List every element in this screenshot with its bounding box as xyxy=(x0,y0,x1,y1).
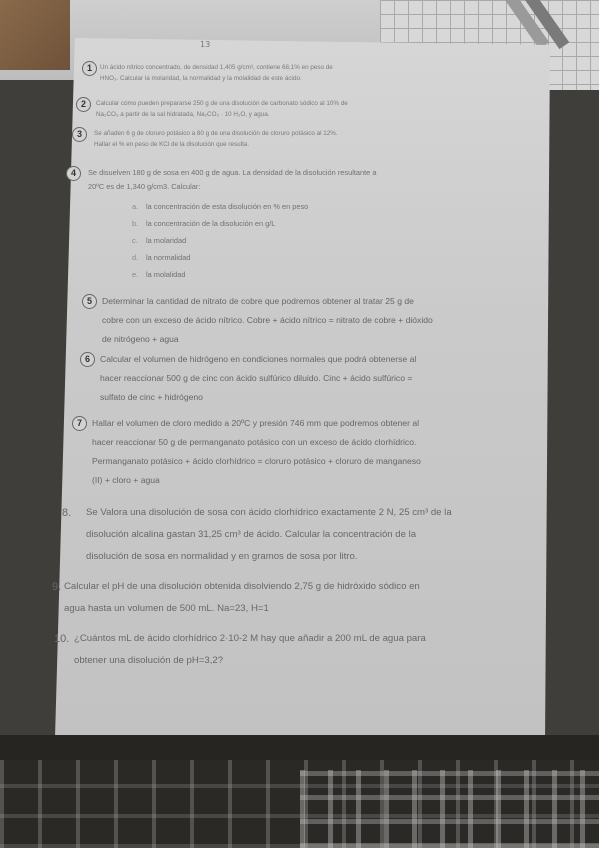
problem-number: 1 xyxy=(82,61,97,76)
problem-5 xyxy=(86,292,542,349)
problem-line: Hallar el volumen de cloro medido a 20ºC y presión 746 mm que podremos obtener al xyxy=(92,418,420,428)
problem-number: 5 xyxy=(82,294,97,309)
problem-3 xyxy=(76,128,544,150)
subitem-text: la concentración de esta disolución en % en peso xyxy=(146,202,309,211)
plaid-fabric-highlight xyxy=(300,770,599,848)
subitem-text: la molalidad xyxy=(146,270,186,279)
problem-line: sulfato de cinc + hidrógeno xyxy=(100,392,203,402)
problem-number: 2 xyxy=(76,97,91,112)
subitem-c xyxy=(132,232,548,249)
problem-8 xyxy=(62,502,546,568)
problem-number: 3 xyxy=(72,127,87,142)
wooden-edge xyxy=(0,0,70,70)
subitem-e xyxy=(132,266,548,283)
subitem-letter: b. xyxy=(132,219,139,228)
problem-line: Se añaden 6 g de cloruro potásico a 80 g de una disolución de cloruro potásico al 12%. xyxy=(94,130,338,137)
subitem-d xyxy=(132,249,548,266)
problem-line: de nitrógeno + agua xyxy=(102,334,179,344)
problem-number: 10. xyxy=(54,633,70,645)
subitem-letter: c. xyxy=(132,236,138,245)
problem-6 xyxy=(84,350,540,407)
problem-7 xyxy=(76,414,542,490)
problem-line: Calcular cómo pueden prepararse 250 g de una disolución de carbonato sódico al 10% de xyxy=(96,100,348,107)
problem-9 xyxy=(52,576,542,620)
problem-line: Na₂CO₃ a partir de la sal hidratada, Na₂CO₃ · 10 H₂O, y agua. xyxy=(96,111,270,118)
problem-number: 4 xyxy=(66,166,81,181)
problem-line: Determinar la cantidad de nitrato de cobre que podremos obtener al tratar 25 g de xyxy=(102,296,414,306)
corner-mark: 13 xyxy=(200,40,211,49)
subitem-b xyxy=(132,215,548,232)
problem-line: Se Valora una disolución de sosa con ácido clorhídrico exactamente 2 N, 25 cm³ de la xyxy=(86,507,452,518)
problem-line: Un ácido nítrico concentrado, de densidad 1,405 g/cm³, contiene 68,1% en peso de xyxy=(100,64,333,71)
problem-line: hacer reaccionar 50 g de permanganato potásico con un exceso de ácido clorhídrico. xyxy=(92,437,417,447)
problem-line: cobre con un exceso de ácido nítrico. Cobre + ácido nítrico = nitrato de cobre + dióxido xyxy=(102,315,433,325)
problem-line: disolución alcalina gastan 31,25 cm³ de ácido. Calcular la concentración de la xyxy=(86,529,417,540)
problem-line: ¿Cuántos mL de ácido clorhídrico 2·10-2 M hay que añadir a 200 mL de agua para xyxy=(74,633,426,644)
problem-line: Se disuelven 180 g de sosa en 400 g de agua. La densidad de la disolución resultante a xyxy=(88,168,377,177)
problem-4 xyxy=(70,166,548,283)
subitem-a xyxy=(132,198,548,215)
problem-line: disolución de sosa en normalidad y en gramos de sosa por litro. xyxy=(86,551,358,562)
problem-number: 6 xyxy=(80,352,95,367)
problem-10 xyxy=(54,628,544,672)
problem-number: 8. xyxy=(62,507,72,519)
subitem-text: la concentración de la disolución en g/L xyxy=(146,219,276,228)
subitem-text: la normalidad xyxy=(146,253,191,262)
problem-number: 9. xyxy=(52,581,62,593)
problem-line: Calcular el volumen de hidrógeno en condiciones normales que podrá obtenerse al xyxy=(100,354,417,364)
problem-line: HNO₃. Calcular la molaridad, la normalidad y la molalidad de este ácido. xyxy=(100,75,302,82)
subitem-letter: a. xyxy=(132,202,139,211)
problem-line: Permanganato potásico + ácido clorhídrico = cloruro potásico + cloruro de manganeso xyxy=(92,456,421,466)
problem-line: Hallar el % en peso de KCl de la disolución que resulta. xyxy=(94,141,250,148)
problem-2 xyxy=(80,98,546,120)
subitem-letter: e. xyxy=(132,270,139,279)
problem-1 xyxy=(86,62,550,84)
problem-number: 7 xyxy=(72,416,87,431)
problem-line: obtener una disolución de pH=3,2? xyxy=(74,655,224,666)
problem-line: (II) + cloro + agua xyxy=(92,475,160,485)
subitem-text: la molaridad xyxy=(146,236,187,245)
subitem-letter: d. xyxy=(132,253,139,262)
problem-line: agua hasta un volumen de 500 mL. Na=23, H=1 xyxy=(64,603,269,614)
problem-line: 20ºC es de 1,340 g/cm3. Calcular: xyxy=(88,182,201,191)
problem-line: Calcular el pH de una disolución obtenida disolviendo 2,75 g de hidróxido sódico en xyxy=(64,581,420,592)
problem-line: hacer reaccionar 500 g de cinc con ácido sulfúrico diluido. Cinc + ácido sulfúrico = xyxy=(100,373,413,383)
